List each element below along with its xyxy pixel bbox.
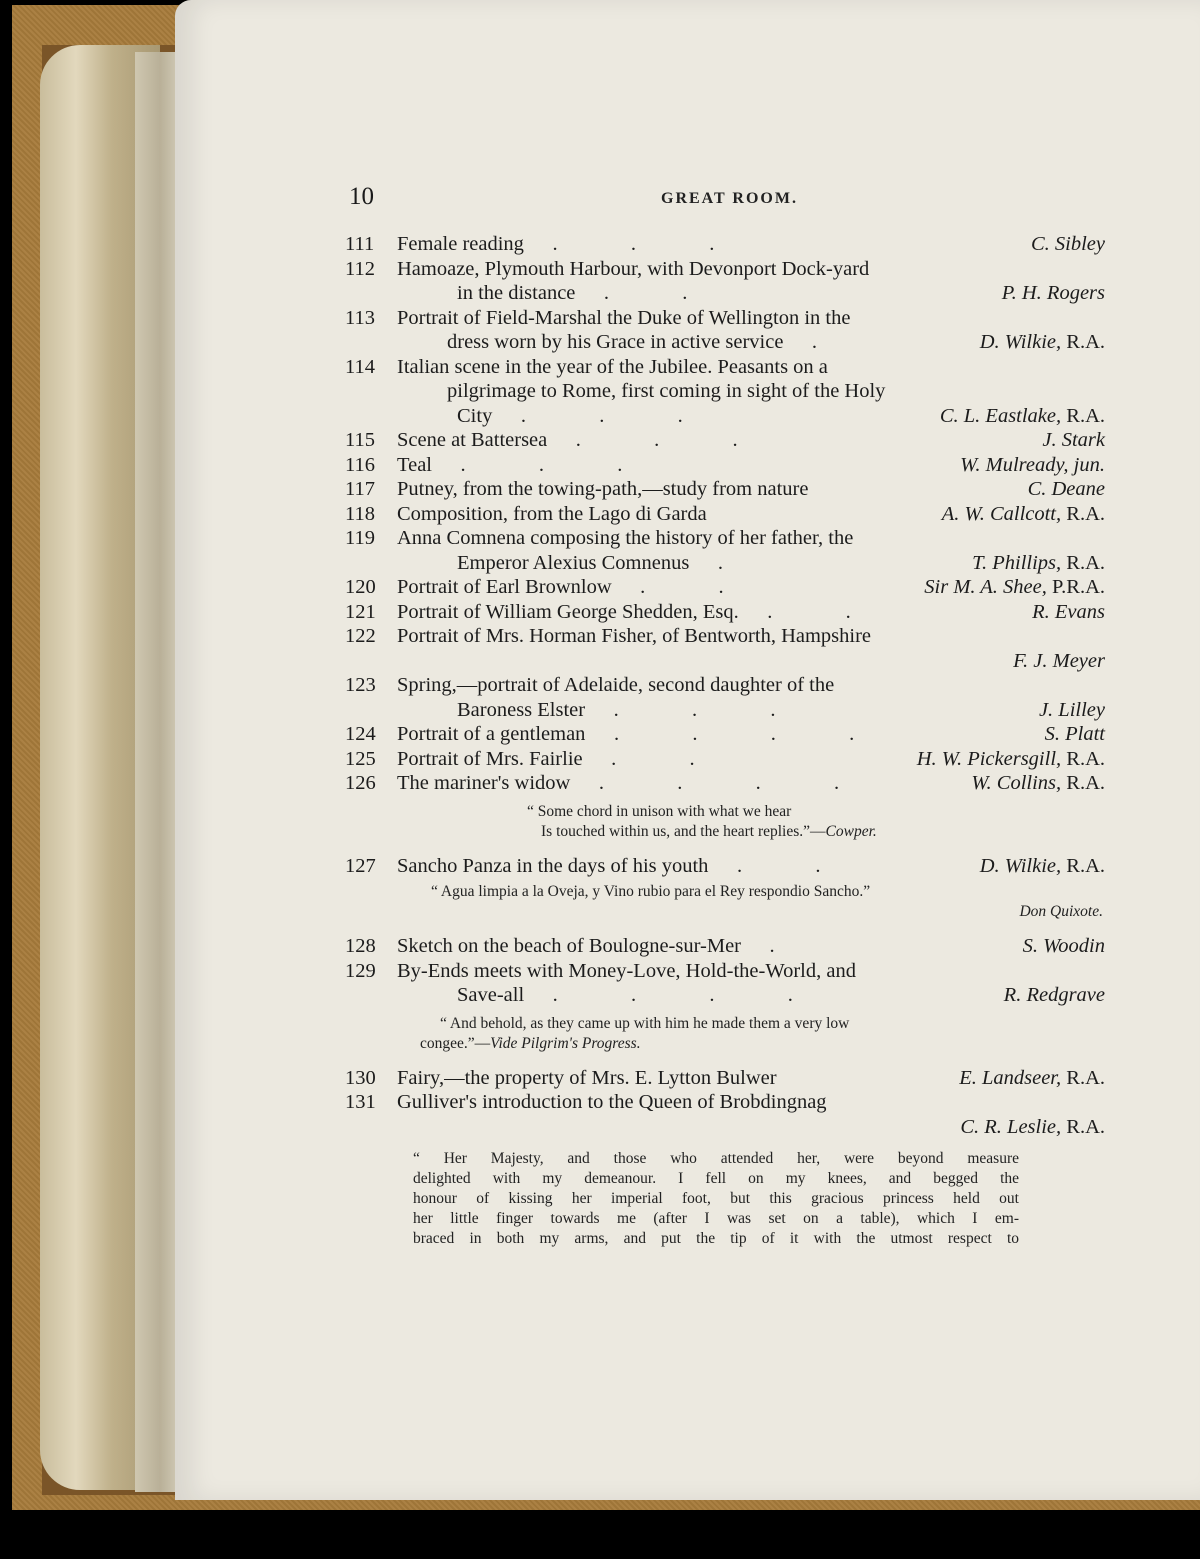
catalogue-entry <box>345 673 1105 722</box>
entry-artist <box>960 1115 1105 1140</box>
leader-dots: . <box>741 935 777 957</box>
entry-line <box>345 934 1105 959</box>
catalogue-entry <box>345 771 1105 796</box>
entry-title: Sketch on the beach of Boulogne-sur-Mer . <box>397 935 777 957</box>
catalogue-entry <box>345 575 1105 600</box>
entry-artist <box>971 771 1105 796</box>
artist-name: A. W. Callcott, <box>941 502 1062 525</box>
entry-number: 130 <box>345 1066 376 1089</box>
entry-title: Sancho Panza in the days of his youth . . <box>397 854 823 877</box>
entry-group <box>345 854 1105 879</box>
quote-source: Vide Pilgrim's Progress. <box>490 1034 641 1052</box>
entry-title: Female reading . . . <box>397 233 717 255</box>
entry-title: Save-all . . . . <box>457 984 795 1006</box>
quote-source: Cowper. <box>825 822 877 840</box>
entry-line <box>345 1090 1105 1115</box>
entry-artist <box>1045 722 1105 747</box>
entry-artist <box>1031 232 1105 257</box>
leader-dots: . . <box>708 854 823 877</box>
catalogue-entry <box>345 306 1105 355</box>
entry-number: 131 <box>345 1091 376 1113</box>
entry-group <box>345 934 1105 1008</box>
entry-number: 124 <box>345 723 376 745</box>
entry-number: 121 <box>345 600 376 623</box>
entry-artist <box>1004 983 1105 1008</box>
entry-title: Emperor Alexius Comnenus . <box>457 551 725 574</box>
entry-number: 115 <box>345 429 375 451</box>
artist-name: D. Wilkie, <box>979 854 1062 877</box>
entry-number: 122 <box>345 625 376 647</box>
entry-line <box>345 771 1105 796</box>
entry-artist <box>960 453 1105 478</box>
artist-name: D. Wilkie, <box>979 331 1062 353</box>
entry-line <box>345 854 1105 879</box>
entry-line <box>345 502 1105 527</box>
entry-group <box>345 232 1105 796</box>
page-number: 10 <box>349 183 374 210</box>
entry-number: 112 <box>345 257 375 280</box>
catalogue-entry <box>345 854 1105 879</box>
leader-dots: . . <box>575 282 690 304</box>
entry-number: 125 <box>345 747 376 770</box>
entry-line <box>345 747 1105 772</box>
entry-line <box>345 983 1105 1008</box>
artist-name: J. Lilley <box>1038 698 1105 721</box>
entry-line <box>345 673 1105 698</box>
artist-name: W. Mulready, jun. <box>960 453 1105 476</box>
catalogue-entry <box>345 1066 1105 1091</box>
entry-group <box>345 1066 1105 1140</box>
leader-dots: . . . <box>585 698 778 721</box>
entry-number: 123 <box>345 674 376 696</box>
artist-name: C. L. Eastlake, <box>939 404 1062 427</box>
artist-name: S. Platt <box>1044 723 1105 745</box>
entry-line <box>345 257 1105 282</box>
artist-suffix: R.A. <box>1061 1115 1105 1138</box>
entry-line <box>345 428 1105 453</box>
catalogue-entry <box>345 600 1105 625</box>
entry-artist <box>1042 428 1105 453</box>
catalogue-entry <box>345 1090 1105 1139</box>
entry-title: Spring,—portrait of Adelaide, second daughter of the <box>397 674 835 696</box>
artist-name: C. Deane <box>1027 478 1105 500</box>
quote-line: “ And behold, as they came up with him he made them a very low <box>440 1014 850 1032</box>
entry-artist <box>940 404 1105 429</box>
entry-line <box>345 624 1105 649</box>
entry-title: pilgrimage to Rome, first coming in sight of the Holy <box>447 380 886 402</box>
entry-artist <box>1032 600 1105 625</box>
entry-title: Portrait of Field-Marshal the Duke of Wellington in the <box>397 306 851 329</box>
entry-line <box>345 551 1105 576</box>
entry-title: Anna Comnena composing the history of her father, the <box>397 527 854 549</box>
entry-line <box>345 404 1105 429</box>
entry-artist <box>924 575 1105 600</box>
quote-source: Don Quixote. <box>1019 903 1103 920</box>
leader-dots: . <box>783 331 820 353</box>
entry-title: Italian scene in the year of the Jubilee. Peasants on a <box>397 355 828 378</box>
entry-number: 127 <box>345 854 376 877</box>
artist-name: Sir M. A. Shee, <box>924 576 1047 598</box>
entry-line <box>345 649 1105 674</box>
catalogue-entry <box>345 257 1105 306</box>
entry-title: Fairy,—the property of Mrs. E. Lytton Bulwer <box>397 1066 777 1089</box>
entry-title: Portrait of Earl Brownlow . . <box>397 576 726 598</box>
entry-line <box>345 600 1105 625</box>
quote-line: “ Her Majesty, and those who attended her, were beyond measure <box>413 1150 1019 1167</box>
entry-line <box>345 477 1105 502</box>
artist-name: P. H. Rogers <box>1001 282 1105 304</box>
entry-number: 118 <box>345 502 375 525</box>
entry-title: Scene at Battersea . . . <box>397 429 740 451</box>
entry-line <box>345 306 1105 331</box>
entry-line <box>345 330 1105 355</box>
artist-suffix: P.R.A. <box>1046 576 1105 598</box>
entry-artist <box>980 854 1105 879</box>
leader-dots: . . <box>582 747 697 770</box>
entry-title: Portrait of William George Shedden, Esq. . . <box>397 600 853 623</box>
entry-number: 113 <box>345 306 375 329</box>
leader-dots: . . . <box>523 233 717 255</box>
artist-suffix: R.A. <box>1061 772 1105 794</box>
quote-gulliver <box>345 1149 1105 1259</box>
artist-name: F. J. Meyer <box>1013 649 1105 672</box>
quote-text: congee.”— <box>420 1034 491 1052</box>
artist-name: T. Phillips, <box>972 551 1062 574</box>
entry-number: 126 <box>345 772 376 794</box>
leader-dots: . . <box>611 576 726 598</box>
entry-number: 119 <box>345 527 375 549</box>
quote-line <box>541 822 877 842</box>
entry-artist <box>917 747 1105 772</box>
entry-number: 114 <box>345 355 375 378</box>
entry-title: Gulliver's introduction to the Queen of Brobdingnag <box>397 1091 827 1113</box>
leader-dots: . . . . <box>570 772 842 794</box>
quote-text: Is touched within us, and the heart replies.”— <box>541 822 826 840</box>
entry-line <box>345 1115 1105 1140</box>
entry-title: By-Ends meets with Money-Love, Hold-the-World, and <box>397 959 856 982</box>
entry-line <box>345 698 1105 723</box>
quote-cowper <box>345 802 1105 844</box>
quote-line <box>420 1034 641 1054</box>
artist-suffix: R.A. <box>1061 854 1105 877</box>
entry-title: dress worn by his Grace in active service . <box>447 331 820 353</box>
quote-don-quixote <box>345 882 1105 922</box>
entry-line <box>345 232 1105 257</box>
leader-dots: . . . . <box>524 984 795 1006</box>
entry-line <box>345 722 1105 747</box>
entry-title: Hamoaze, Plymouth Harbour, with Devonport Dock-yard <box>397 257 870 280</box>
running-head: GREAT ROOM. <box>661 190 798 207</box>
quote-pilgrims-progress <box>345 1014 1105 1054</box>
entry-title: City . . . <box>457 404 685 427</box>
entry-title: in the distance . . <box>457 282 690 304</box>
artist-suffix: R.A. <box>1061 331 1105 353</box>
leader-dots: . . . <box>547 429 740 451</box>
entry-title: Composition, from the Lago di Garda <box>397 502 707 525</box>
entry-artist <box>972 551 1105 576</box>
artist-name: S. Woodin <box>1022 935 1105 957</box>
artist-suffix: R.A. <box>1061 551 1105 574</box>
catalogue-entry <box>345 624 1105 673</box>
catalogue-entry <box>345 747 1105 772</box>
catalogue-entry <box>345 355 1105 429</box>
leader-dots: . . . <box>492 404 685 427</box>
entry-artist <box>1039 698 1105 723</box>
artist-name: C. Sibley <box>1030 233 1105 255</box>
entry-artist <box>1002 281 1105 306</box>
entry-artist <box>1023 934 1105 959</box>
catalogue-entry <box>345 232 1105 257</box>
entry-line <box>345 575 1105 600</box>
entry-number: 129 <box>345 959 376 982</box>
entry-title: Portrait of Mrs. Horman Fisher, of Bentworth, Hampshire <box>397 625 872 647</box>
entry-title: The mariner's widow . . . . <box>397 772 842 794</box>
entry-line <box>345 453 1105 478</box>
artist-suffix: R.A. <box>1061 1066 1105 1089</box>
entry-number: 116 <box>345 453 375 476</box>
entry-title: Baroness Elster . . . <box>457 698 778 721</box>
entry-artist <box>942 502 1105 527</box>
artist-suffix: R.A. <box>1061 747 1105 770</box>
catalogue-entry <box>345 722 1105 747</box>
catalogue-entry <box>345 502 1105 527</box>
quote-line: “ Some chord in unison with what we hear <box>527 802 792 820</box>
quote-line: delighted with my demeanour. I fell on my knees, and begged the <box>413 1170 1019 1187</box>
entry-number: 111 <box>345 233 375 255</box>
entry-line <box>345 281 1105 306</box>
artist-name: R. Evans <box>1032 600 1105 623</box>
artist-name: J. Stark <box>1042 429 1105 451</box>
quote-line: braced in both my arms, and put the tip of it with the utmost respect to <box>413 1230 1019 1247</box>
entry-artist <box>1028 477 1105 502</box>
entry-number: 117 <box>345 478 375 500</box>
entry-title: Portrait of a gentleman . . . . <box>397 723 857 745</box>
quote-line: “ Agua limpia a la Oveja, y Vino rubio para el Rey respondio Sancho.” <box>431 883 871 900</box>
artist-name: C. R. Leslie, <box>960 1115 1062 1138</box>
catalogue-entry <box>345 526 1105 575</box>
entry-line <box>345 1066 1105 1091</box>
artist-name: E. Landseer, <box>959 1066 1062 1089</box>
quote-line: her little finger towards me (after I was set on a table), which I em- <box>413 1210 1019 1227</box>
leader-dots: . . <box>738 600 853 623</box>
quote-line: honour of kissing her imperial foot, but this gracious princess held out <box>413 1190 1019 1207</box>
entry-title: Portrait of Mrs. Fairlie . . <box>397 747 697 770</box>
catalogue-entry <box>345 453 1105 478</box>
entry-title: Teal . . . <box>397 453 625 476</box>
entry-line <box>345 959 1105 984</box>
artist-name: R. Redgrave <box>1003 984 1105 1006</box>
entry-title: Putney, from the towing-path,—study from nature <box>397 478 809 500</box>
catalogue-content <box>345 232 1105 1259</box>
artist-suffix: R.A. <box>1061 502 1105 525</box>
catalogue-entry <box>345 959 1105 1008</box>
entry-artist <box>980 330 1105 355</box>
artist-name: H. W. Pickersgill, <box>916 747 1062 770</box>
catalogue-entry <box>345 428 1105 453</box>
entry-line <box>345 379 1105 404</box>
catalogue-entry <box>345 477 1105 502</box>
entry-number: 120 <box>345 576 376 598</box>
catalogue-entry <box>345 934 1105 959</box>
entry-artist <box>1013 649 1105 674</box>
leader-dots: . <box>689 551 725 574</box>
leader-dots: . . . . <box>585 723 857 745</box>
entry-artist <box>959 1066 1105 1091</box>
artist-name: W. Collins, <box>971 772 1062 794</box>
entry-number: 128 <box>345 935 376 957</box>
artist-suffix: R.A. <box>1061 404 1105 427</box>
leader-dots: . . . <box>431 453 625 476</box>
entry-line <box>345 526 1105 551</box>
entry-line <box>345 355 1105 380</box>
